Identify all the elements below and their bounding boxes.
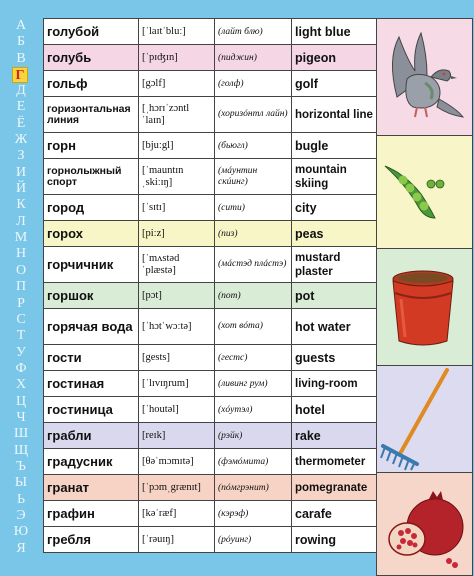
transcription: [bjuːgl] xyxy=(139,133,215,159)
alphabet-letter-28[interactable]: Ы xyxy=(14,475,28,491)
russian-word: горнолыжный спорт xyxy=(44,159,139,195)
english-word: mountain skiing xyxy=(292,159,379,195)
russian-word: город xyxy=(44,195,139,221)
dictionary-row xyxy=(44,501,379,527)
english-word: city xyxy=(292,195,379,221)
transcription: [ˈlaɪtˈbluː] xyxy=(139,19,215,45)
russian-word: гостиная xyxy=(44,371,139,397)
dictionary-row xyxy=(44,133,379,159)
russian-pronunciation: (пиджин) xyxy=(215,45,292,71)
alphabet-letter-3[interactable]: Г xyxy=(12,67,28,83)
russian-pronunciation: (хот вóта) xyxy=(215,309,292,345)
russian-pronunciation: (рэйк) xyxy=(215,423,292,449)
english-word: peas xyxy=(292,221,379,247)
dictionary-row xyxy=(44,397,379,423)
dictionary-row xyxy=(44,247,379,283)
alphabet-letter-15[interactable]: О xyxy=(15,262,27,278)
alphabet-letter-31[interactable]: Ю xyxy=(13,524,29,540)
alphabet-letter-23[interactable]: Ц xyxy=(15,393,27,409)
dictionary-row xyxy=(44,19,379,45)
russian-word: градусник xyxy=(44,449,139,475)
russian-pronunciation: (фэмóмита) xyxy=(215,449,292,475)
dictionary-row xyxy=(44,159,379,195)
english-word: carafe xyxy=(292,501,379,527)
alphabet-letter-10[interactable]: Й xyxy=(15,181,27,197)
russian-word: горчичник xyxy=(44,247,139,283)
russian-pronunciation: (гестс) xyxy=(215,345,292,371)
english-word: mustard plaster xyxy=(292,247,379,283)
russian-word: горн xyxy=(44,133,139,159)
alphabet-letter-0[interactable]: А xyxy=(15,18,27,33)
russian-word: голубь xyxy=(44,45,139,71)
russian-word: графин xyxy=(44,501,139,527)
alphabet-index xyxy=(6,18,36,557)
transcription: [ˈmʌstədˈplæstə] xyxy=(139,247,215,283)
dictionary-row xyxy=(44,475,379,501)
alphabet-letter-12[interactable]: Л xyxy=(16,213,26,229)
alphabet-letter-16[interactable]: П xyxy=(15,279,27,295)
english-word: pomegranate xyxy=(292,475,379,501)
transcription: [ˈhɔtˈwɔːtə] xyxy=(139,309,215,345)
transcription: [piːz] xyxy=(139,221,215,247)
transcription: [ˈpɪʤɪn] xyxy=(139,45,215,71)
dictionary-row xyxy=(44,97,379,133)
pot-icon xyxy=(377,249,472,365)
rake-icon xyxy=(377,366,472,472)
russian-pronunciation: (пот) xyxy=(215,283,292,309)
dictionary-table xyxy=(43,18,379,553)
russian-pronunciation: (пóмгрэнит) xyxy=(215,475,292,501)
alphabet-letter-14[interactable]: Н xyxy=(15,246,27,262)
russian-pronunciation: (сити) xyxy=(215,195,292,221)
alphabet-letter-4[interactable]: Д xyxy=(16,83,26,99)
russian-pronunciation: (лайт блю) xyxy=(215,19,292,45)
russian-pronunciation: (кэрэф) xyxy=(215,501,292,527)
pigeon-picture xyxy=(376,18,473,136)
russian-word: горячая вода xyxy=(44,309,139,345)
russian-pronunciation: (ливинг рум) xyxy=(215,371,292,397)
dictionary-row xyxy=(44,71,379,97)
alphabet-letter-9[interactable]: И xyxy=(15,164,27,180)
alphabet-letter-25[interactable]: Ш xyxy=(13,426,29,442)
pomegranate-picture xyxy=(376,472,473,576)
alphabet-letter-27[interactable]: Ъ xyxy=(16,458,26,474)
alphabet-letter-21[interactable]: Ф xyxy=(15,360,27,376)
transcription: [pɔt] xyxy=(139,283,215,309)
russian-word: голубой xyxy=(44,19,139,45)
dictionary-row xyxy=(44,309,379,345)
russian-pronunciation: (хóутэл) xyxy=(215,397,292,423)
alphabet-letter-11[interactable]: К xyxy=(16,197,26,213)
dictionary-row xyxy=(44,345,379,371)
pomegranate-icon xyxy=(377,473,472,575)
alphabet-letter-6[interactable]: Ё xyxy=(16,115,26,131)
rake-picture xyxy=(376,365,473,473)
russian-pronunciation: (мáунтин скúинг) xyxy=(215,159,292,195)
transcription: [ˈrəuɪŋ] xyxy=(139,527,215,553)
alphabet-letter-22[interactable]: Х xyxy=(15,377,27,393)
alphabet-letter-7[interactable]: Ж xyxy=(14,132,28,148)
transcription: [gests] xyxy=(139,345,215,371)
peas-icon xyxy=(377,136,472,248)
russian-word: гольф xyxy=(44,71,139,97)
alphabet-letter-1[interactable]: Б xyxy=(16,34,26,50)
english-word: living-room xyxy=(292,371,379,397)
english-word: pot xyxy=(292,283,379,309)
russian-word: горизонтальная линия xyxy=(44,97,139,133)
russian-pronunciation: (хоризóнтл лайн) xyxy=(215,97,292,133)
alphabet-letter-20[interactable]: У xyxy=(16,344,26,360)
alphabet-letter-17[interactable]: Р xyxy=(17,295,25,311)
alphabet-letter-32[interactable]: Я xyxy=(16,540,26,556)
english-word: thermometer xyxy=(292,449,379,475)
transcription: [ˈpɔmˌgrænɪt] xyxy=(139,475,215,501)
peas-picture xyxy=(376,135,473,249)
english-word: golf xyxy=(292,71,379,97)
transcription: [ˌhɔrɪˈzɔntlˈlaɪn] xyxy=(139,97,215,133)
dictionary-row xyxy=(44,221,379,247)
alphabet-letter-19[interactable]: Т xyxy=(16,328,26,344)
english-word: horizontal line xyxy=(292,97,379,133)
english-word: rake xyxy=(292,423,379,449)
english-word: light blue xyxy=(292,19,379,45)
transcription: [gɔlf] xyxy=(139,71,215,97)
russian-word: гребля xyxy=(44,527,139,553)
transcription: [reɪk] xyxy=(139,423,215,449)
transcription: [ˈlɪvɪŋrum] xyxy=(139,371,215,397)
dictionary-row xyxy=(44,283,379,309)
dictionary-row xyxy=(44,449,379,475)
dictionary-row xyxy=(44,45,379,71)
russian-word: гости xyxy=(44,345,139,371)
dictionary-row xyxy=(44,527,379,553)
english-word: hot water xyxy=(292,309,379,345)
transcription: [ˈhoutəl] xyxy=(139,397,215,423)
russian-pronunciation: (голф) xyxy=(215,71,292,97)
russian-word: грабли xyxy=(44,423,139,449)
russian-pronunciation: (мáстэд плáстэ) xyxy=(215,247,292,283)
english-word: hotel xyxy=(292,397,379,423)
alphabet-letter-29[interactable]: Ь xyxy=(16,491,26,507)
illustrations-column xyxy=(376,18,473,559)
alphabet-letter-30[interactable]: Э xyxy=(16,507,26,523)
russian-pronunciation: (рóуинг) xyxy=(215,527,292,553)
transcription: [θəˈmɔmɪtə] xyxy=(139,449,215,475)
dictionary-row xyxy=(44,371,379,397)
alphabet-letter-2[interactable]: В xyxy=(16,50,26,66)
alphabet-letter-24[interactable]: Ч xyxy=(16,409,26,425)
transcription: [ˈsɪtɪ] xyxy=(139,195,215,221)
english-word: rowing xyxy=(292,527,379,553)
pot-picture xyxy=(376,248,473,366)
alphabet-letter-13[interactable]: М xyxy=(14,230,28,246)
pigeon-icon xyxy=(377,19,472,135)
russian-pronunciation: (пиз) xyxy=(215,221,292,247)
russian-word: гостиница xyxy=(44,397,139,423)
dictionary-row xyxy=(44,195,379,221)
russian-word: гранат xyxy=(44,475,139,501)
transcription: [kəˈræf] xyxy=(139,501,215,527)
english-word: bugle xyxy=(292,133,379,159)
english-word: pigeon xyxy=(292,45,379,71)
english-word: guests xyxy=(292,345,379,371)
alphabet-letter-8[interactable]: З xyxy=(17,148,25,164)
russian-word: горох xyxy=(44,221,139,247)
transcription: [ˈmauntɪnˌskiːɪŋ] xyxy=(139,159,215,195)
dictionary-row xyxy=(44,423,379,449)
alphabet-letter-26[interactable]: Щ xyxy=(13,442,29,458)
alphabet-letter-18[interactable]: С xyxy=(16,311,26,327)
russian-pronunciation: (бьюгл) xyxy=(215,133,292,159)
russian-word: горшок xyxy=(44,283,139,309)
alphabet-letter-5[interactable]: Е xyxy=(16,99,26,115)
